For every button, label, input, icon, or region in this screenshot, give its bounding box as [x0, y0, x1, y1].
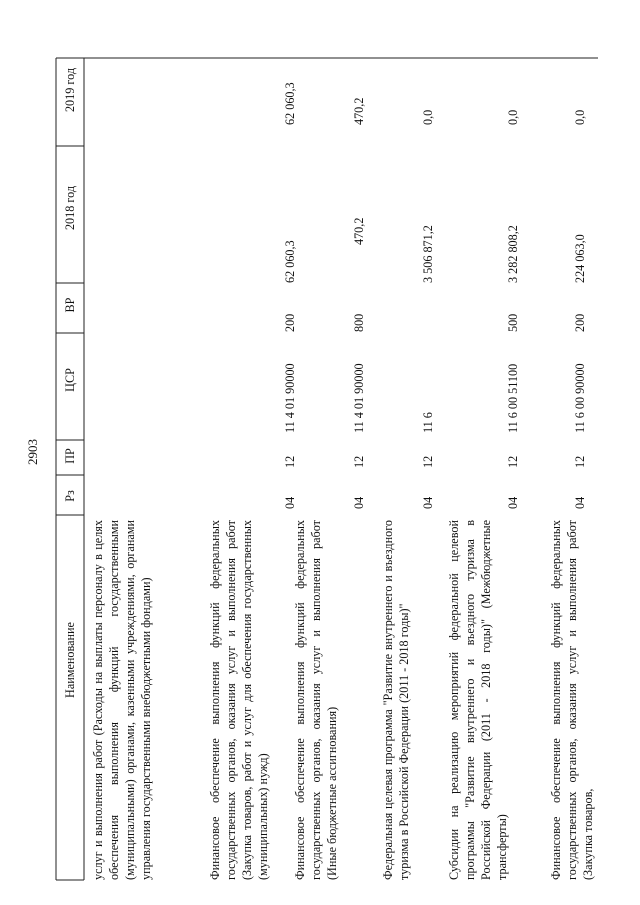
row-4-pr: 12 [506, 455, 520, 468]
row-2-name: Финансовое обеспечение выполнения функций федеральных государственных органов, оказания услуг и выполнения работ (Иные бюджетные ассигнования) [293, 520, 339, 880]
header-2019: 2019 год [63, 67, 77, 113]
row-2-pr: 12 [352, 455, 366, 468]
row-5-csr: 11 6 00 90000 [573, 363, 587, 433]
row-2-2018: 470,2 [352, 217, 366, 245]
row-3-rz: 04 [421, 496, 435, 509]
row-2-vr: 800 [352, 313, 366, 332]
header-rz: Рз [63, 490, 77, 502]
header-2018: 2018 год [63, 185, 77, 231]
row-4-name: Субсидии на реализацию мероприятий федеральной целевой программы "Развитие внутреннего и въездного туризма в Российской Федерации (2011 - 2018 годы)" (Межбюджетные трансферты) [447, 520, 509, 880]
row-2-csr: 11 4 01 90000 [352, 363, 366, 433]
row-1-2018: 62 060,3 [283, 240, 297, 283]
row-5-vr: 200 [573, 313, 587, 332]
header-pr: ПР [63, 448, 77, 464]
page-number: 2903 [25, 439, 40, 465]
row-5-rz: 04 [573, 496, 587, 509]
row-5-2018: 224 063,0 [573, 234, 587, 283]
row-1-pr: 12 [283, 455, 297, 468]
row-5-2019: 0,0 [573, 109, 587, 125]
row-5-pr: 12 [573, 455, 587, 468]
row-2-rz: 04 [352, 496, 366, 509]
header-naim: Наименование [63, 622, 77, 698]
row-1-name: Финансовое обеспечение выполнения функций федеральных государственных органов, оказания услуг и выполнения работ (Закупка товаров, работ и услуг для обеспечения государственных (муниципальных) нужд) [208, 520, 270, 880]
row-4-2018: 3 282 808,2 [506, 225, 520, 283]
row-4-vr: 500 [506, 313, 520, 332]
row-5-name: Финансовое обеспечение выполнения функций федеральных государственных органов, оказания услуг и выполнения работ (Закупка товаров, [549, 520, 595, 880]
row-1-2019: 62 060,3 [283, 82, 297, 125]
header-vr: ВР [63, 297, 77, 313]
row-3-csr: 11 6 [421, 412, 435, 433]
row-3-2019: 0,0 [421, 109, 435, 125]
row-0-name: услуг и выполнения работ (Расходы на выплаты персоналу в целях обеспечения выполнения функций государственными (муниципальными) органами, казенными учреждениями, органами управления государственными внебюджетными фондами) [91, 520, 153, 880]
row-1-csr: 11 4 01 90000 [283, 363, 297, 433]
row-3-name: Федеральная целевая программа "Развитие внутреннего и въездного туризма в Российской Федерации (2011 - 2018 годы)" [381, 520, 411, 880]
row-4-rz: 04 [506, 496, 520, 509]
row-1-rz: 04 [283, 496, 297, 509]
row-3-2018: 3 506 871,2 [421, 225, 435, 283]
row-2-2019: 470,2 [352, 97, 366, 125]
row-4-2019: 0,0 [506, 109, 520, 125]
row-3-pr: 12 [421, 455, 435, 468]
row-4-csr: 11 6 00 51100 [506, 363, 520, 433]
header-csr: ЦСР [63, 368, 77, 392]
row-1-vr: 200 [283, 313, 297, 332]
